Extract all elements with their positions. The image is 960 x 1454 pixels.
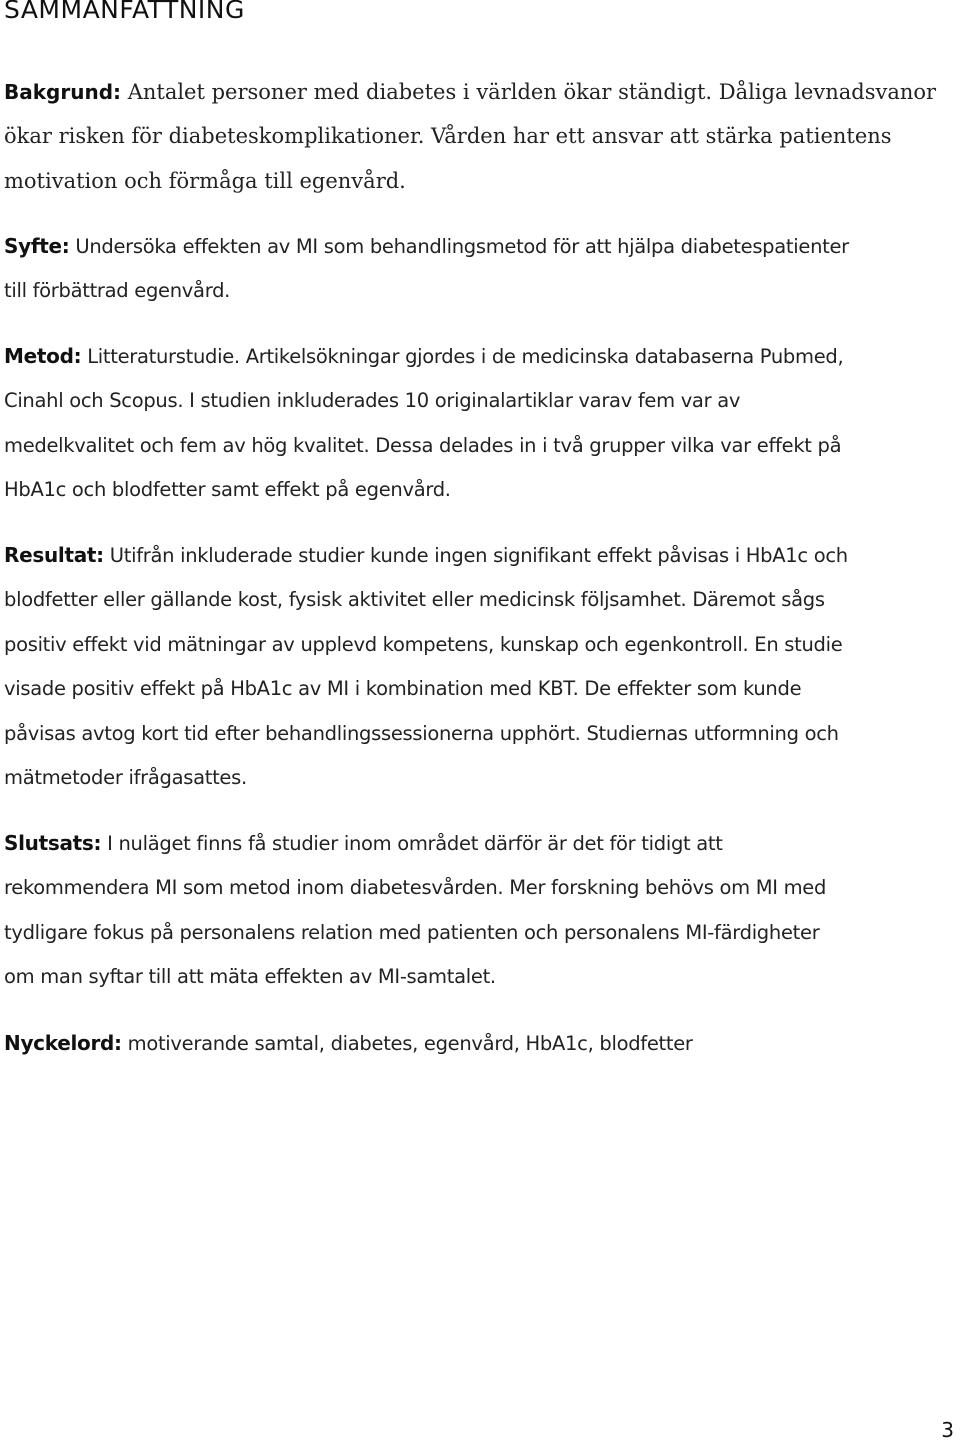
section-slutsats bbox=[4, 821, 956, 1000]
section-label: Slutsats: bbox=[4, 831, 102, 855]
section-line: tydligare fokus på personalens relation med patienten och personalens MI-färdigheter bbox=[4, 920, 820, 944]
section-line: HbA1c och blodfetter samt effekt på egenvård. bbox=[4, 478, 451, 502]
section-syfte bbox=[4, 224, 956, 314]
section-line bbox=[4, 224, 956, 269]
section-resultat bbox=[4, 533, 956, 800]
section-label: Syfte: bbox=[4, 234, 70, 258]
section-line: Cinahl och Scopus. I studien inkluderades 10 originalartiklar varav fem var av bbox=[4, 389, 741, 413]
section-line bbox=[4, 533, 956, 578]
section-nyckelord bbox=[4, 1021, 956, 1066]
section-line bbox=[4, 1021, 956, 1066]
section-line: mätmetoder ifrågasattes. bbox=[4, 766, 247, 790]
section-line: blodfetter eller gällande kost, fysisk aktivitet eller medicinsk följsamhet. Däremot sågs bbox=[4, 588, 825, 612]
section-text: Litteraturstudie. Artikelsökningar gjordes i de medicinska databaserna Pubmed, bbox=[81, 345, 844, 368]
page-number: 3 bbox=[941, 1418, 954, 1442]
section-line bbox=[4, 70, 956, 114]
section-line bbox=[4, 821, 956, 866]
section-line: ökar risken för diabeteskomplikationer. Vården har ett ansvar att stärka patientens bbox=[4, 124, 892, 149]
section-label: Nyckelord: bbox=[4, 1031, 122, 1055]
section-label: Bakgrund: bbox=[4, 80, 122, 104]
section-line: visade positiv effekt på HbA1c av MI i kombination med KBT. De effekter som kunde bbox=[4, 677, 802, 701]
section-line: påvisas avtog kort tid efter behandlingssessionerna upphört. Studiernas utformning och bbox=[4, 721, 839, 745]
section-bakgrund bbox=[4, 70, 956, 203]
section-text: Utifrån inkluderade studier kunde ingen signifikant effekt påvisas i HbA1c och bbox=[103, 544, 848, 567]
section-line bbox=[4, 334, 956, 379]
section-line: till förbättrad egenvård. bbox=[4, 279, 231, 303]
page-heading: SAMMANFATTNING bbox=[4, 0, 245, 24]
section-line: om man syftar till att mäta effekten av MI-samtalet. bbox=[4, 965, 496, 989]
section-text: Undersöka effekten av MI som behandlingsmetod för att hjälpa diabetespatienter bbox=[69, 235, 849, 258]
section-text: motiverande samtal, diabetes, egenvård, HbA1c, blodfetter bbox=[121, 1032, 693, 1055]
section-label: Resultat: bbox=[4, 543, 104, 567]
section-line: rekommendera MI som metod inom diabetesvården. Mer forskning behövs om MI med bbox=[4, 876, 827, 900]
section-line: positiv effekt vid mätningar av upplevd kompetens, kunskap och egenkontroll. En studie bbox=[4, 632, 843, 656]
section-text: Antalet personer med diabetes i världen ökar ständigt. Dåliga levnadsvanor bbox=[121, 80, 937, 104]
section-text: I nuläget finns få studier inom området därför är det för tidigt att bbox=[101, 832, 723, 855]
section-line: motivation och förmåga till egenvård. bbox=[4, 168, 406, 193]
section-line: medelkvalitet och fem av hög kvalitet. Dessa delades in i två grupper vilka var effekt på bbox=[4, 433, 842, 457]
section-metod bbox=[4, 334, 956, 513]
section-label: Metod: bbox=[4, 344, 82, 368]
